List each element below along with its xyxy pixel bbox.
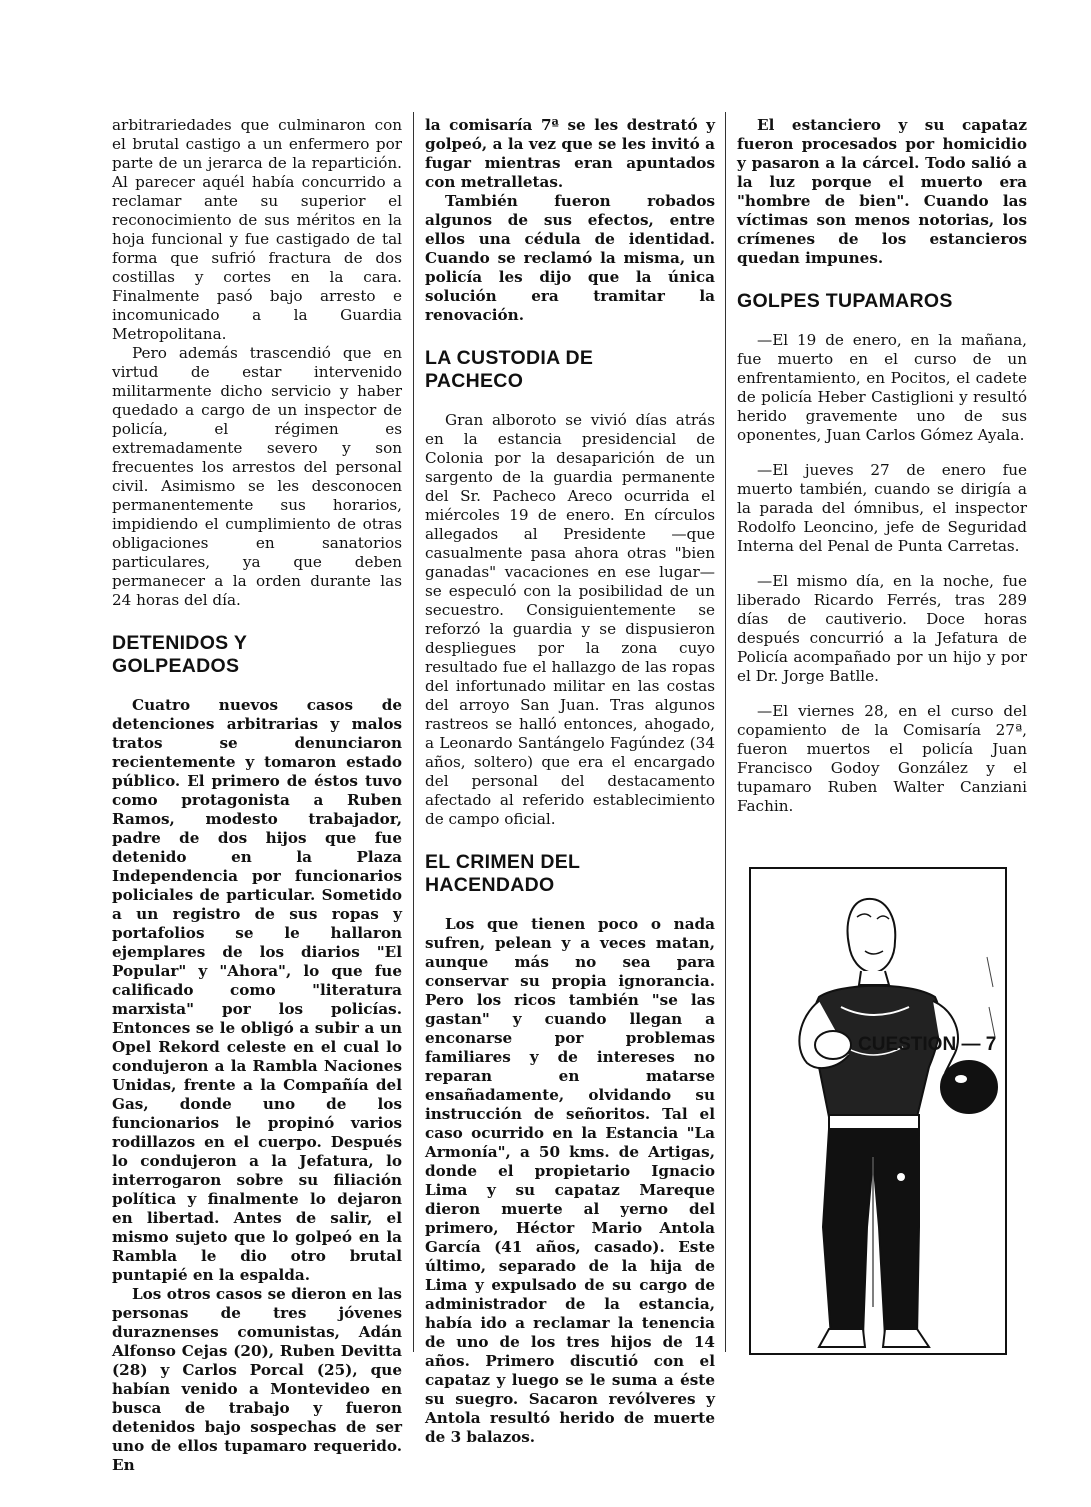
paragraph: Los que tienen poco o nada sufren, pelean y a veces matan, aunque más no sea para conservar su propia ignorancia. Pero los ricos también "se las gastan" y cuando llegan a enconarse por problemas familiares y de intereses no reparan en matarse ensañadamente, olvidando su instrucción de señoritos. Tal el caso ocurrido en la Estancia "La Armonía", a 50 kms. de Artigas, donde el propietario Ignacio Lima y su capataz Mareque dieron muerte al yerno del primero, Héctor Mario Antola García (41 años, casado). Este último, separado de la hija de Lima y expulsado de su cargo de administrador de la estancia, había ido a reclamar la tenencia de uno de los tres hijos de 14 años. Primero discutió con el capataz y luego se le suma a éste su suegro. Sacaron revólveres y Antola resultó herido de muerte de 3 balazos.: [425, 915, 715, 1446]
paragraph: —El viernes 28, en el curso del copamiento de la Comisaría 27ª, fueron muertos el policía Juan Francisco Godoy González y el tupamaro Ruben Walter Canziani Fachin.: [737, 702, 1027, 815]
paragraph: Los otros casos se dieron en las personas de tres jóvenes duraznenses comunistas, Adán Alfonso Cejas (20), Ruben Devitta (28) y Carlos Porcal (25), que habían venido a Montevideo en busca de trabajo y fueron detenidos bajo sospechas de ser uno de ellos tupamaro requerido. En: [112, 1285, 402, 1474]
column-2: [425, 116, 715, 1447]
column-rule-left: [413, 112, 414, 1352]
column-3: [737, 116, 1027, 816]
paragraph: Cuatro nuevos casos de detenciones arbitrarias y malos tratos se denunciaron recientemente y tomaron estado público. El primero de éstos tuvo como protagonista a Ruben Ramos, modesto trabajador, padre de dos hijos que fue detenido en la Plaza Independencia por funcionarios policiales de particular. Sometido a un registro de sus ropas y portafolios se le hallaron ejemplares de los diarios "El Popular" y "Ahora", lo que fue calificado como "literatura marxista" por los policías. Entonces se le obligó a subir a un Opel Rekord celeste en el cual lo condujeron a la Rambla Naciones Unidas, frente a la Compañía del Gas, donde uno de los funcionarios le propinó varios rodillazos en el cuerpo. Después lo condujeron a la Jefatura, lo interrogaron sobre su filiación política y finalmente lo dejaron en libertad. Antes de salir, el mismo sujeto que lo golpeó en la Rambla le dio otro brutal puntapié en la espalda.: [112, 696, 402, 1284]
page-footer: CUESTION — 7: [858, 1034, 997, 1055]
section-heading-custodia: LA CUSTODIA DE PACHECO: [425, 347, 594, 392]
paragraph: Gran alboroto se vivió días atrás en la estancia presidencial de Colonia por la desaparición de un sargento de la guardia permanente del Sr. Pacheco Areco ocurrida el miércoles 19 de enero. En círculos allegados al Presidente —que casualmente pasa ahora otras "bien ganadas" vacaciones en ese lugar— se especuló con la posibilidad de un secuestro. Consiguientemente se reforzó la guardia y se dispusieron despliegues por la zona cuyo resultado fue el hallazgo de las ropas del infortunado militar en las costas del arroyo San Juan. Tras algunos rastreos se halló entonces, ahogado, a Leonardo Santángelo Fagúndez (34 años, soltero) que era el encargado del personal del destacamento afectado al referido establecimiento de campo oficial.: [425, 411, 715, 828]
section-heading-crimen: EL CRIMEN DEL HACENDADO: [425, 851, 580, 896]
paragraph: —El jueves 27 de enero fue muerto también, cuando se dirigía a la parada del ómnibus, el inspector Rodolfo Leoncino, jefe de Seguridad Interna del Penal de Punta Carretas.: [737, 461, 1027, 555]
paragraph: la comisaría 7ª se les destrató y golpeó, a la vez que se les invitó a fugar mientras eran apuntados con metralletas.: [425, 116, 715, 191]
paragraph: —El mismo día, en la noche, fue liberado Ricardo Ferrés, tras 289 días de cautiverio. Doce horas después concurrió a la Jefatura de Policía acompañado por un hijo y por el Dr. Jorge Batlle.: [737, 572, 1027, 685]
paragraph: Pero además trascendió que en virtud de estar intervenido militarmente dicho servicio y haber quedado a cargo de un inspector de policía, el régimen es extremadamente severo y son frecuentes los arrestos del personal civil. Asimismo se les desconocen permanentemente sus horarios, impidiendo el cumplimiento de otras obligaciones en sanatorios particulares, ya que deben permanecer a la orden durante las 24 horas del día.: [112, 344, 402, 609]
paragraph: El estanciero y su capataz fueron procesados por homicidio y pasaron a la cárcel. Todo salió a la luz porque el muerto era "hombre de bien". Cuando las víctimas son menos notorias, los crímenes de los estancieros quedan impunes.: [737, 116, 1027, 267]
paragraph: —El 19 de enero, en la mañana, fue muerto en el curso de un enfrentamiento, en Pocitos, el cadete de policía Heber Castiglioni y resultó herido gravemente uno de sus oponentes, Juan Carlos Gómez Ayala.: [737, 331, 1027, 444]
paragraph: También fueron robados algunos de sus efectos, entre ellos una cédula de identidad. Cuando se reclamó la misma, un policía les dijo que la única solución era tramitar la renovación.: [425, 192, 715, 324]
section-heading-golpes: GOLPES TUPAMAROS: [737, 290, 953, 312]
column-rule-right: [725, 112, 726, 1352]
boxer-illustration: [749, 867, 1007, 1355]
column-1: [112, 116, 402, 1475]
paragraph: arbitrariedades que culminaron con el brutal castigo a un enfermero por parte de un jerarca de la repartición. Al parecer aquél había concurrido a reclamar ante su superior el reconocimiento de sus méritos en la hoja funcional y fue castigado de tal forma que sufrió fractura de dos costillas y cortes en la cara. Finalmente pasó bajo arresto e incomunicado a la Guardia Metropolitana.: [112, 116, 402, 343]
section-heading-detenidos: DETENIDOS Y GOLPEADOS: [112, 632, 247, 677]
